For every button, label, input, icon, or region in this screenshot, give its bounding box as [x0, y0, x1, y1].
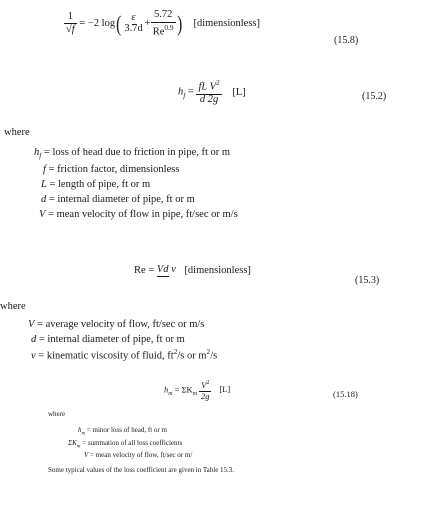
where-label-2: where — [0, 301, 26, 312]
eq3-unit: [dimensionless] — [184, 265, 251, 276]
right-paren: ) — [176, 10, 182, 36]
def-hm: $h_m$ = minor loss of head, ft or m — [78, 426, 167, 437]
eq2-denominator: d 2g — [199, 94, 219, 105]
definitions-list-2 — [28, 317, 217, 364]
def-f: f = friction factor, dimensionless — [43, 163, 180, 175]
eq4-number: (15.18) — [333, 389, 358, 399]
eq1-minus-two-log: = −2 log — [79, 18, 116, 30]
eq1-reynolds-fraction — [151, 10, 176, 38]
definitions-list-1 — [34, 145, 238, 223]
eq1-unit: [dimensionless] — [193, 18, 261, 30]
def-nu: ν = kinematic viscosity of fluid, $ft^2/s$ or $m^2/s$ — [31, 347, 218, 362]
eq1-lhs-numerator: 1 — [64, 12, 77, 25]
eq1-number: (15.8) — [334, 35, 359, 46]
where-label-3: where — [48, 410, 66, 418]
eq1-lhs-fraction — [64, 12, 77, 36]
eq1-re-base: Re — [152, 26, 165, 37]
equation-15-3 — [134, 265, 251, 276]
definitions-list-3 — [68, 425, 192, 460]
eq3-denominator: ν — [171, 264, 176, 276]
def-V-average: V = average velocity of flow, ft/sec or m/s — [28, 319, 205, 330]
eq4-lhs-sub: m — [168, 391, 173, 398]
closing-sentence: Some typical values of the loss coefficient are given in Table 15.3. — [48, 466, 235, 474]
eq1-re-exponent: 0.9 — [164, 22, 174, 32]
def-d: d = internal diameter of pipe, ft or m — [41, 194, 195, 206]
def-V-mean: V = mean velocity of flow, ft/sec or m/ — [84, 451, 193, 459]
sqrt-symbol: √ — [66, 24, 72, 36]
eq2-lhs: h — [178, 86, 184, 98]
eq4-unit: [L] — [219, 384, 231, 395]
eq2-num-exp: 2 — [216, 78, 220, 87]
eq2-fraction — [196, 79, 221, 106]
def-d-internal: d = internal diameter of pipe, ft or m — [31, 334, 185, 346]
eq3-number: (15.3) — [355, 275, 380, 286]
eq2-equals: = — [187, 86, 194, 98]
equation-15-18 — [164, 381, 230, 400]
equation-15-2 — [178, 79, 246, 106]
eq1-roughness-fraction — [122, 13, 144, 35]
where-label-1: where — [4, 127, 30, 138]
eq2-lhs-sub: f — [183, 90, 186, 100]
eq4-sum: = ΣK — [174, 384, 193, 395]
eq3-lhs: Re = — [134, 265, 155, 276]
def-V: V = mean velocity of flow in pipe, ft/sec or m/s — [39, 209, 238, 221]
eq4-sum-sub: m — [192, 391, 197, 398]
equation-15-8 — [64, 10, 260, 38]
eq4-lhs: h — [164, 384, 169, 395]
eq2-numerator: fL V — [198, 81, 217, 93]
eq1-plus: + — [144, 18, 151, 30]
eq3-numerator: Vd — [156, 264, 169, 276]
eq1-reynolds-numerator: 5.72 — [151, 10, 176, 23]
eq4-numerator: V — [201, 380, 207, 390]
def-L: L = length of pipe, ft or m — [41, 178, 151, 190]
eq2-unit: [L] — [232, 86, 246, 98]
eq1-lhs-denominator: f — [71, 24, 75, 36]
eq4-num-exp: 2 — [206, 380, 210, 387]
def-hf: $h_f$ = loss of head due to friction in pipe, ft or m — [34, 147, 231, 161]
left-paren: ( — [116, 10, 122, 36]
eq4-fraction — [199, 381, 211, 400]
eq2-number: (15.2) — [362, 91, 387, 102]
eq1-epsilon: ε — [131, 11, 136, 23]
eq4-denominator: 2g — [200, 390, 210, 401]
eq3-fraction — [157, 265, 176, 276]
eq1-roughness-denominator: 3.7d — [124, 23, 143, 35]
def-sum-km: $\Sigma K_m$ = summation of all loss coefficients — [68, 438, 183, 449]
